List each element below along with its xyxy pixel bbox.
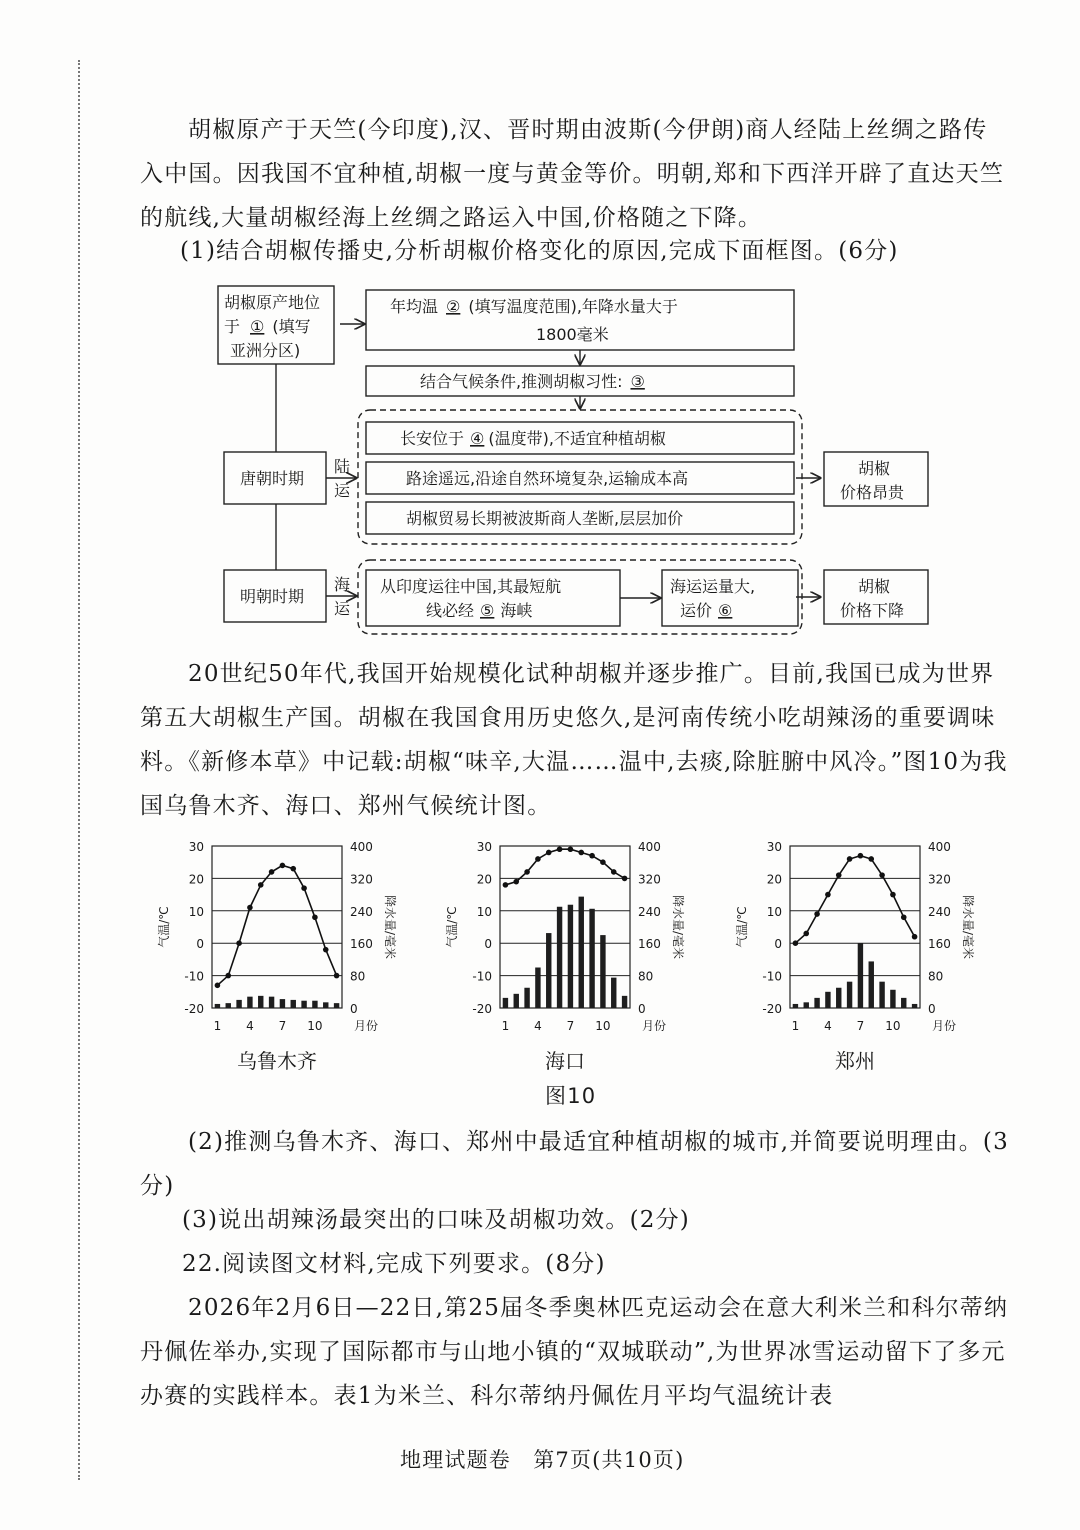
temp-tick-label: 10 [188, 904, 204, 919]
precip-tick-label: 80 [350, 969, 366, 984]
precip-bar [215, 1004, 220, 1008]
price-low-line-1: 胡椒 [858, 577, 891, 596]
precip-bar [579, 897, 584, 1008]
month-tick-label: 1 [791, 1019, 800, 1033]
pepper-price-flowchart [210, 282, 810, 642]
precip-tick-label: 240 [638, 904, 661, 919]
precip-tick-label: 320 [928, 872, 951, 887]
price-low-line-2: 价格下降 [840, 601, 905, 620]
precip-bar [804, 1002, 809, 1008]
temp-line [795, 856, 914, 944]
climate-line-2: 1800毫米 [536, 325, 609, 344]
temp-point [258, 882, 264, 888]
temp-point [215, 983, 221, 989]
origin-line-3: 亚洲分区) [230, 341, 301, 360]
temp-line [505, 849, 624, 885]
origin-line-1: 胡椒原产地位 [224, 293, 321, 312]
precip-bar [226, 1003, 231, 1008]
precip-tick-label: 80 [638, 969, 654, 984]
plot-frame [212, 846, 342, 1008]
tang-label: 唐朝时期 [240, 469, 305, 488]
month-tick-label: 7 [566, 1019, 575, 1033]
temp-point [611, 869, 617, 875]
temp-point [301, 885, 307, 891]
month-tick-label: 7 [278, 1019, 287, 1033]
temp-tick-label: -10 [472, 969, 492, 984]
question-1: (1)结合胡椒传播史,分析胡椒价格变化的原因,完成下面框图。(6分) [180, 238, 899, 264]
temp-tick-label: 20 [188, 872, 204, 887]
precip-axis-label: 降水量/毫米 [383, 894, 397, 960]
temp-point [269, 869, 275, 875]
precip-bar [280, 999, 285, 1008]
paragraph-2: 20世纪50年代,我国开始规模化试种胡椒并逐步推广。目前,我国已成为世界第五大胡椒生产国。胡椒在我国食用历史悠久,是河南传统小吃胡辣汤的重要调味料。《新修本草》中记载:胡椒“味辛,大温……温中,去痰,除脏腑中风冷。”图10为我国乌鲁木齐、海口、郑州气候统计图。 [140, 661, 1008, 819]
temp-point [879, 872, 885, 878]
paragraph-3: 2026年2月6日—22日,第25届冬季奥林匹克运动会在意大利米兰和科尔蒂纳丹佩佐举办,实现了国际都市与山地小镇的“双城联动”,为世界冰雪运动留下了多元办赛的实践样本。表1为米兰、科尔蒂纳丹佩佐月平均气温统计表 [140, 1295, 1009, 1409]
sea-label-1: 海 [334, 575, 351, 594]
precip-bar [524, 988, 529, 1008]
precip-tick-label: 0 [350, 1002, 358, 1016]
land-label-1: 陆 [334, 457, 351, 476]
temp-point [247, 905, 253, 911]
precip-bar [503, 998, 508, 1008]
temp-point [236, 940, 242, 946]
temp-tick-label: -20 [472, 1002, 492, 1016]
precip-bar [258, 996, 263, 1008]
climate-chart-1 [156, 840, 398, 1073]
temp-tick-label: 0 [484, 937, 492, 952]
temp-point [503, 882, 509, 888]
road-text: 路途遥远,沿途自然环境复杂,运输成本高 [406, 469, 689, 488]
changan-text: 长安位于 ④ (温度带),不适宜种植胡椒 [400, 429, 666, 448]
temp-point [600, 859, 606, 865]
price-high-line-2: 价格昂贵 [840, 483, 905, 502]
temp-point [225, 973, 231, 979]
figure-caption: 图10 [545, 1084, 597, 1108]
precip-bar [557, 907, 562, 1008]
month-tick-label: 10 [885, 1019, 901, 1033]
temp-point [836, 872, 842, 878]
precip-tick-label: 240 [350, 904, 373, 919]
month-unit-label: 月份 [932, 1019, 957, 1033]
temp-tick-label: 20 [766, 872, 782, 887]
route-line-1: 从印度运往中国,其最短航 [380, 577, 562, 596]
temp-axis-label: 气温/℃ [445, 906, 459, 948]
temp-tick-label: -20 [762, 1002, 782, 1016]
temp-tick-label: 20 [476, 872, 492, 887]
precip-bar [869, 961, 874, 1008]
temp-point [513, 879, 519, 885]
temp-point [578, 850, 584, 856]
temp-point [323, 947, 329, 953]
temp-point [793, 940, 799, 946]
climate-charts [140, 830, 1010, 1080]
intro-paragraph: 胡椒原产于天竺(今印度),汉、晋时期由波斯(今伊朗)商人经陆上丝绸之路传入中国。因我国不宜种植,胡椒一度与黄金等价。明朝,郑和下西洋开辟了直达天竺的航线,大量胡椒经海上丝绸之路运入中国,价格随之下降。 [140, 117, 1005, 231]
route-line-2: 线必经 ⑤ 海峡 [426, 601, 533, 620]
precip-bar [825, 992, 830, 1008]
precip-tick-label: 320 [638, 872, 661, 887]
temp-point [290, 866, 296, 872]
precip-axis-label: 降水量/毫米 [961, 894, 975, 960]
month-tick-label: 1 [213, 1019, 222, 1033]
temp-tick-label: 30 [188, 840, 204, 854]
temp-tick-label: -10 [184, 969, 204, 984]
month-tick-label: 4 [246, 1019, 254, 1033]
temp-tick-label: -20 [184, 1002, 204, 1016]
temp-point [280, 863, 286, 869]
climate-chart-3 [734, 840, 976, 1073]
temp-point [814, 911, 820, 917]
precip-tick-label: 0 [928, 1002, 936, 1016]
temp-tick-label: 0 [196, 937, 204, 952]
precip-axis-label: 降水量/毫米 [671, 894, 685, 960]
temp-point [557, 846, 563, 852]
month-tick-label: 10 [595, 1019, 611, 1033]
monopoly-text: 胡椒贸易长期被波斯商人垄断,层层加价 [406, 509, 684, 528]
precip-bar [301, 1001, 306, 1008]
page-footer: 地理试题卷 第7页(共10页) [400, 1448, 685, 1472]
binding-line [78, 60, 80, 1480]
temp-axis-label: 气温/℃ [157, 906, 171, 948]
precip-bar [611, 978, 616, 1008]
temp-point [546, 850, 552, 856]
precip-bar [269, 997, 274, 1008]
temp-point [589, 853, 595, 859]
precip-tick-label: 160 [638, 937, 661, 952]
precip-bar [589, 909, 594, 1008]
temp-point [825, 892, 831, 898]
precip-bar [546, 933, 551, 1008]
ming-dashed-group [358, 560, 802, 634]
question-22: 22.阅读图文材料,完成下列要求。(8分) [182, 1251, 606, 1277]
price-boxes [796, 440, 936, 640]
precip-tick-label: 400 [638, 840, 661, 854]
climate-line-1: 年均温 ② (填写温度范围),年降水量大于 [390, 297, 678, 316]
temp-line [217, 865, 336, 985]
climate-chart-2 [444, 840, 686, 1073]
precip-tick-label: 240 [928, 904, 951, 919]
temp-point [890, 892, 896, 898]
precip-bar [912, 1004, 917, 1008]
precip-tick-label: 320 [350, 872, 373, 887]
temp-point [568, 846, 574, 852]
ming-label: 明朝时期 [240, 587, 305, 606]
precip-bar [312, 1001, 317, 1008]
precip-tick-label: 400 [350, 840, 373, 854]
question-2: (2)推测乌鲁木齐、海口、郑州中最适宜种植胡椒的城市,并简要说明理由。(3分) [140, 1129, 1009, 1199]
land-label-2: 运 [334, 481, 351, 500]
precip-bar [858, 943, 863, 1008]
month-tick-label: 1 [501, 1019, 510, 1033]
origin-line-2: 于 ① (填写 [224, 317, 311, 336]
precip-bar [847, 982, 852, 1008]
temp-point [622, 876, 628, 882]
temp-point [847, 856, 853, 862]
precip-bar [535, 968, 540, 1009]
sea-label-2: 运 [334, 599, 351, 618]
precip-bar [247, 997, 252, 1008]
temp-point [868, 856, 874, 862]
precip-bar [514, 994, 519, 1008]
precip-tick-label: 0 [638, 1002, 646, 1016]
precip-bar [291, 1000, 296, 1008]
precip-bar [568, 905, 573, 1008]
city-name: 海口 [545, 1049, 585, 1073]
precip-tick-label: 400 [928, 840, 951, 854]
month-tick-label: 7 [856, 1019, 865, 1033]
temp-point [334, 973, 340, 979]
temp-point [901, 914, 907, 920]
precip-bar [600, 935, 605, 1008]
temp-point [803, 931, 809, 937]
temp-point [524, 869, 530, 875]
temp-tick-label: -10 [762, 969, 782, 984]
temp-tick-label: 30 [766, 840, 782, 854]
precip-tick-label: 160 [928, 937, 951, 952]
temp-point [535, 856, 541, 862]
temp-tick-label: 30 [476, 840, 492, 854]
temp-tick-label: 10 [476, 904, 492, 919]
precip-tick-label: 160 [350, 937, 373, 952]
plot-frame [500, 846, 630, 1008]
month-tick-label: 4 [534, 1019, 542, 1033]
precip-bar [901, 998, 906, 1008]
precip-bar [323, 1002, 328, 1008]
city-name: 郑州 [835, 1049, 875, 1073]
precip-bar [793, 1004, 798, 1008]
temp-axis-label: 气温/℃ [735, 906, 749, 948]
temp-tick-label: 10 [766, 904, 782, 919]
precip-tick-label: 80 [928, 969, 944, 984]
price-high-line-1: 胡椒 [858, 459, 891, 478]
question-3: (3)说出胡辣汤最突出的口味及胡椒功效。(2分) [182, 1207, 690, 1233]
month-unit-label: 月份 [354, 1019, 379, 1033]
precip-bar [236, 1000, 241, 1008]
temp-point [912, 934, 918, 940]
city-name: 乌鲁木齐 [237, 1049, 317, 1073]
month-tick-label: 4 [824, 1019, 832, 1033]
temp-tick-label: 0 [774, 937, 782, 952]
month-unit-label: 月份 [642, 1019, 667, 1033]
month-tick-label: 10 [307, 1019, 323, 1033]
precip-bar [836, 988, 841, 1008]
precip-bar [334, 1003, 339, 1008]
habit-text: 结合气候条件,推测胡椒习性: ③ [420, 372, 645, 391]
precip-bar [622, 996, 627, 1008]
temp-point [312, 914, 318, 920]
precip-bar [814, 998, 819, 1008]
precip-bar [879, 982, 884, 1008]
temp-point [858, 853, 864, 859]
volume-line-1: 海运运量大, [670, 577, 756, 596]
volume-line-2: 运价 ⑥ [680, 601, 733, 620]
precip-bar [890, 990, 895, 1008]
